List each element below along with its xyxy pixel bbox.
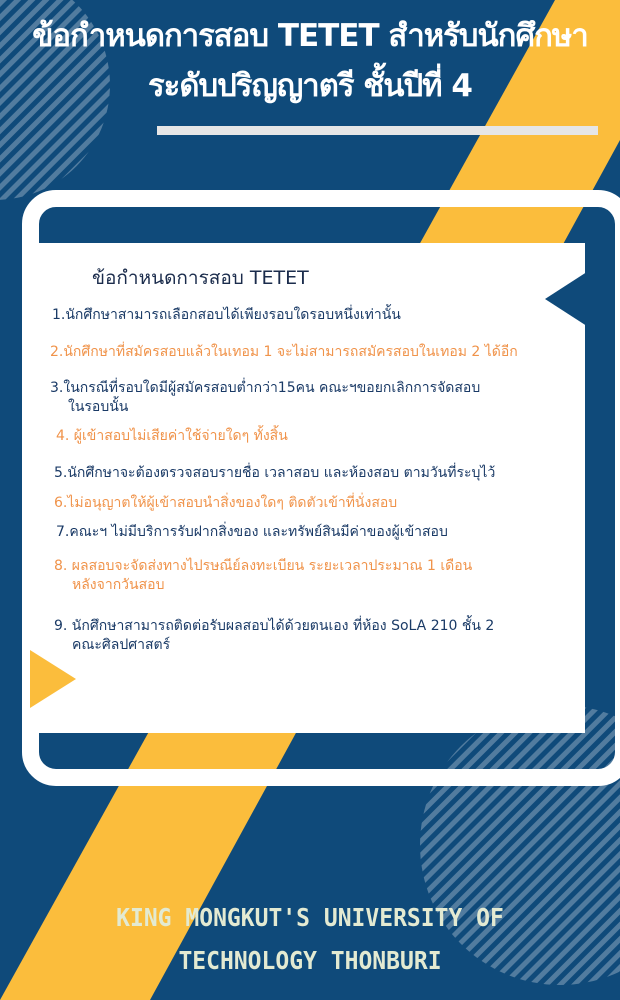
rule-item-8 bbox=[54, 557, 472, 595]
rule-item-9-line2: คณะศิลปศาสตร์ bbox=[72, 637, 171, 653]
rule-item-5: 5.นักศึกษาจะต้องตรวจสอบรายชื่อ เวลาสอบ และห้องสอบ ตามวันที่ระบุไว้ bbox=[54, 465, 496, 481]
rules-title: ข้อกำหนดการสอบ TETET bbox=[92, 267, 309, 289]
page-title-line1: ข้อกำหนดการสอบ TETET สำหรับนักศึกษา bbox=[32, 18, 588, 54]
page-title-line2: ระดับปริญญาตรี ชั้นปีที่ 4 bbox=[148, 68, 472, 104]
rule-item-8-line2: หลังจากวันสอบ bbox=[72, 577, 165, 593]
footer-university-line2: TECHNOLOGY THONBURI bbox=[178, 946, 442, 975]
title-underline bbox=[157, 126, 598, 135]
triangle-right-pointing-decoration bbox=[30, 650, 76, 708]
rule-item-9-line1: 9. นักศึกษาสามารถติดต่อรับผลสอบได้ด้วยตนเอง ที่ห้อง SoLA 210 ชั้น 2 bbox=[54, 618, 495, 634]
rule-item-9 bbox=[54, 617, 494, 655]
rule-item-8-line1: 8. ผลสอบจะจัดส่งทางไปรษณีย์ลงทะเบียน ระยะเวลาประมาณ 1 เดือน bbox=[54, 558, 473, 574]
triangle-left-pointing-decoration bbox=[545, 268, 593, 330]
footer-university-line1: KING MONGKUT'S UNIVERSITY OF bbox=[116, 903, 504, 932]
rule-item-4: 4. ผู้เข้าสอบไม่เสียค่าใช้จ่ายใดๆ ทั้งสิ้น bbox=[56, 428, 288, 444]
rule-item-7: 7.คณะฯ ไม่มีบริการรับฝากสิ่งของ และทรัพย์สินมีค่าของผู้เข้าสอบ bbox=[56, 524, 448, 540]
rule-item-1: 1.นักศึกษาสามารถเลือกสอบได้เพียงรอบใดรอบหนึ่งเท่านั้น bbox=[52, 307, 401, 323]
rule-item-3-line1: 3.ในกรณีที่รอบใดมีผู้สมัครสอบต่ำกว่า15คน คณะฯขอยกเลิกการจัดสอบ bbox=[50, 380, 481, 396]
rule-item-6: 6.ไม่อนุญาตให้ผู้เข้าสอบนำสิ่งของใดๆ ติดตัวเข้าที่นั่งสอบ bbox=[54, 495, 398, 511]
rule-item-3-line2: ในรอบนั้น bbox=[68, 399, 129, 415]
rule-item-2: 2.นักศึกษาที่สมัครสอบแล้วในเทอม 1 จะไม่สามารถสมัครสอบในเทอม 2 ได้อีก bbox=[50, 344, 518, 360]
rule-item-3 bbox=[50, 379, 480, 417]
